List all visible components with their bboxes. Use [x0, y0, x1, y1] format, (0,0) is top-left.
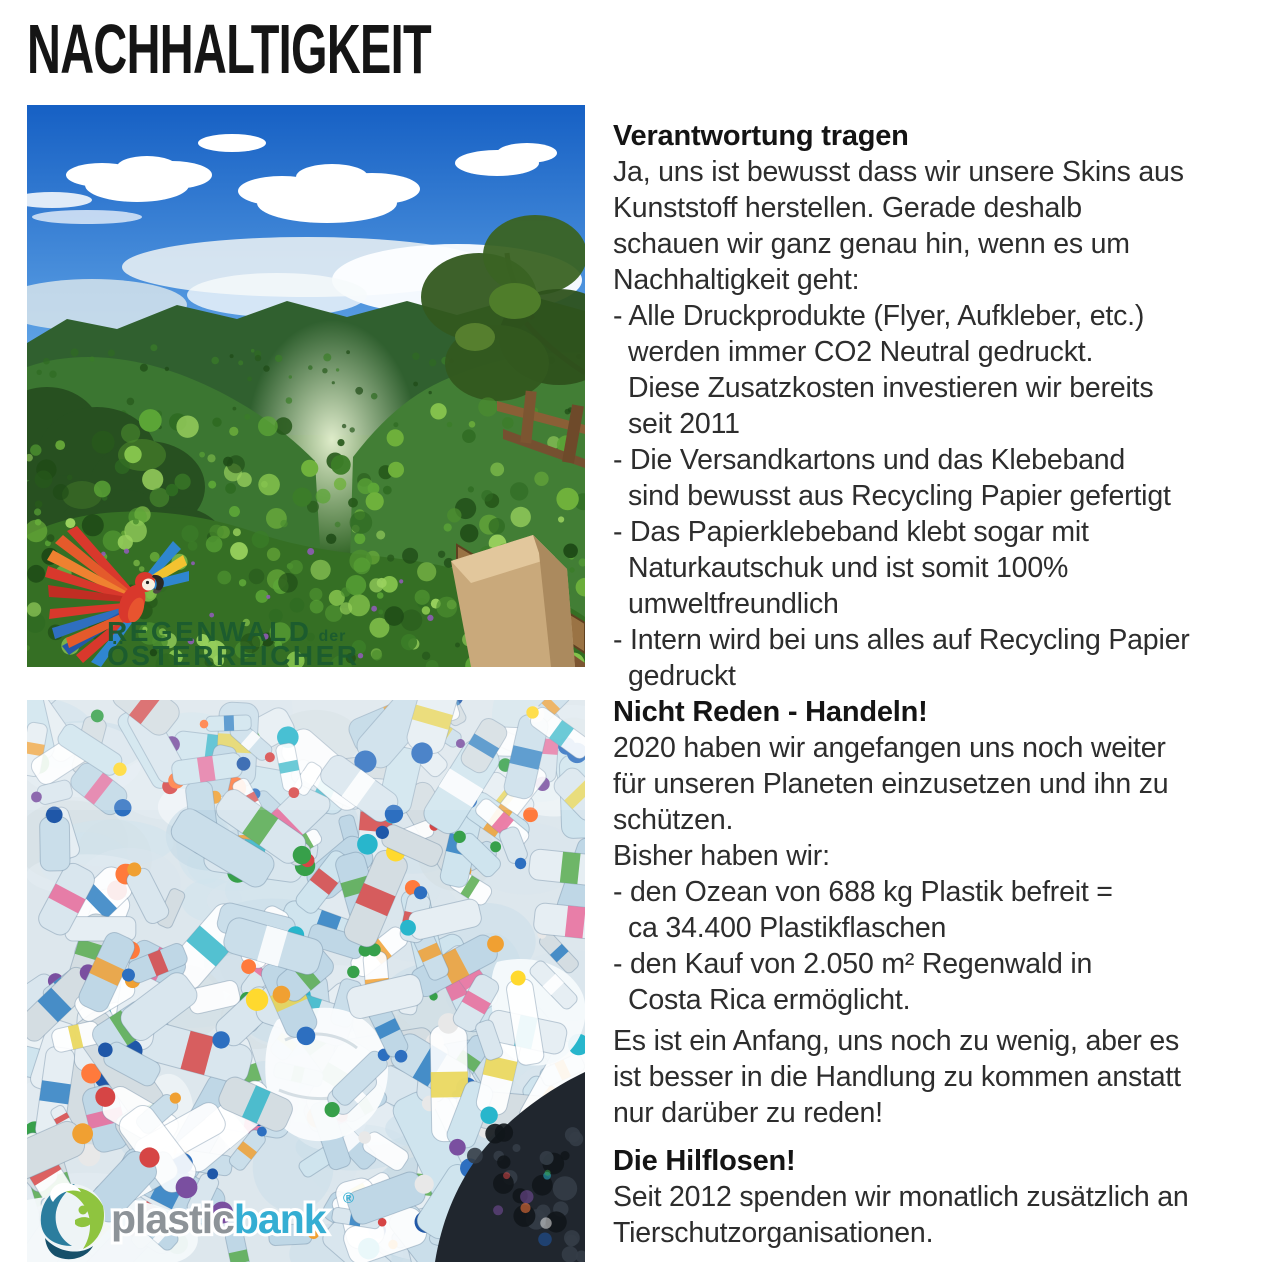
regenwald-logo-line2: ÖSTERREICHER — [107, 640, 360, 667]
text-line: ist besser in die Handlung zu kommen anstatt — [613, 1061, 1181, 1093]
section-heading: Nicht Reden - Handeln! — [613, 696, 928, 728]
regenwald-logo-line1: REGENWALD der — [107, 616, 347, 647]
rainforest-photo — [27, 105, 585, 667]
text-line: Ja, uns ist bewusst dass wir unsere Skins aus — [613, 156, 1184, 188]
text-line: Diese Zusatzkosten investieren wir bereits — [628, 372, 1154, 404]
plasticbank-wordmark: plasticbank — [111, 1196, 326, 1242]
text-line: werden immer CO2 Neutral gedruckt. — [628, 336, 1094, 368]
text-line: umweltfreundlich — [628, 588, 839, 620]
section-heading: Verantwortung tragen — [613, 120, 909, 152]
text-section — [613, 1143, 1279, 1251]
text-line: - Intern wird bei uns alles auf Recycling Papier — [613, 624, 1190, 656]
text-line: schützen. — [613, 804, 734, 836]
text-line: Nachhaltigkeit geht: — [613, 264, 860, 296]
page-title: NACHHALTIGKEIT — [27, 10, 431, 88]
text-line: Costa Rica ermöglicht. — [628, 984, 911, 1016]
text-line: Bisher haben wir: — [613, 840, 830, 872]
text-line: - Alle Druckprodukte (Flyer, Aufkleber, etc.) — [613, 300, 1145, 332]
text-line: für unseren Planeten einzusetzen und ihn zu — [613, 768, 1169, 800]
text-line: - den Kauf von 2.050 m² Regenwald in — [613, 948, 1093, 980]
section-heading: Die Hilflosen! — [613, 1145, 796, 1177]
plastic-bottles-photo — [27, 700, 585, 1262]
text-line: - Das Papierklebeband klebt sogar mit — [613, 516, 1089, 548]
text-line: schauen wir ganz genau hin, wenn es um — [613, 228, 1130, 260]
text-line: Kunststoff herstellen. Gerade deshalb — [613, 192, 1082, 224]
text-line: 2020 haben wir angefangen uns noch weiter — [613, 732, 1166, 764]
text-line: Seit 2012 spenden wir monatlich zusätzlich an — [613, 1181, 1189, 1213]
text-line: ca 34.400 Plastikflaschen — [628, 912, 947, 944]
text-line: sind bewusst aus Recycling Papier gefertigt — [628, 480, 1171, 512]
text-section — [613, 694, 1279, 1018]
text-line: nur darüber zu reden! — [613, 1097, 883, 1129]
text-line: Es ist ein Anfang, uns noch zu wenig, aber es — [613, 1025, 1180, 1057]
haze-overlay — [27, 700, 585, 810]
text-line: - den Ozean von 688 kg Plastik befreit = — [613, 876, 1113, 908]
text-line: Naturkautschuk und ist somit 100% — [628, 552, 1069, 584]
text-line: Tierschutzorganisationen. — [613, 1217, 934, 1249]
registered-mark: ® — [343, 1190, 355, 1207]
plastic-bottles-illustration — [27, 700, 585, 1262]
text-section — [613, 118, 1279, 694]
text-line: seit 2011 — [628, 408, 740, 440]
rainforest-illustration — [27, 105, 585, 667]
text-line: - Die Versandkartons und das Klebeband — [613, 444, 1126, 476]
text-column — [613, 118, 1279, 1251]
text-line: gedruckt — [628, 660, 736, 692]
text-section — [613, 1023, 1279, 1131]
